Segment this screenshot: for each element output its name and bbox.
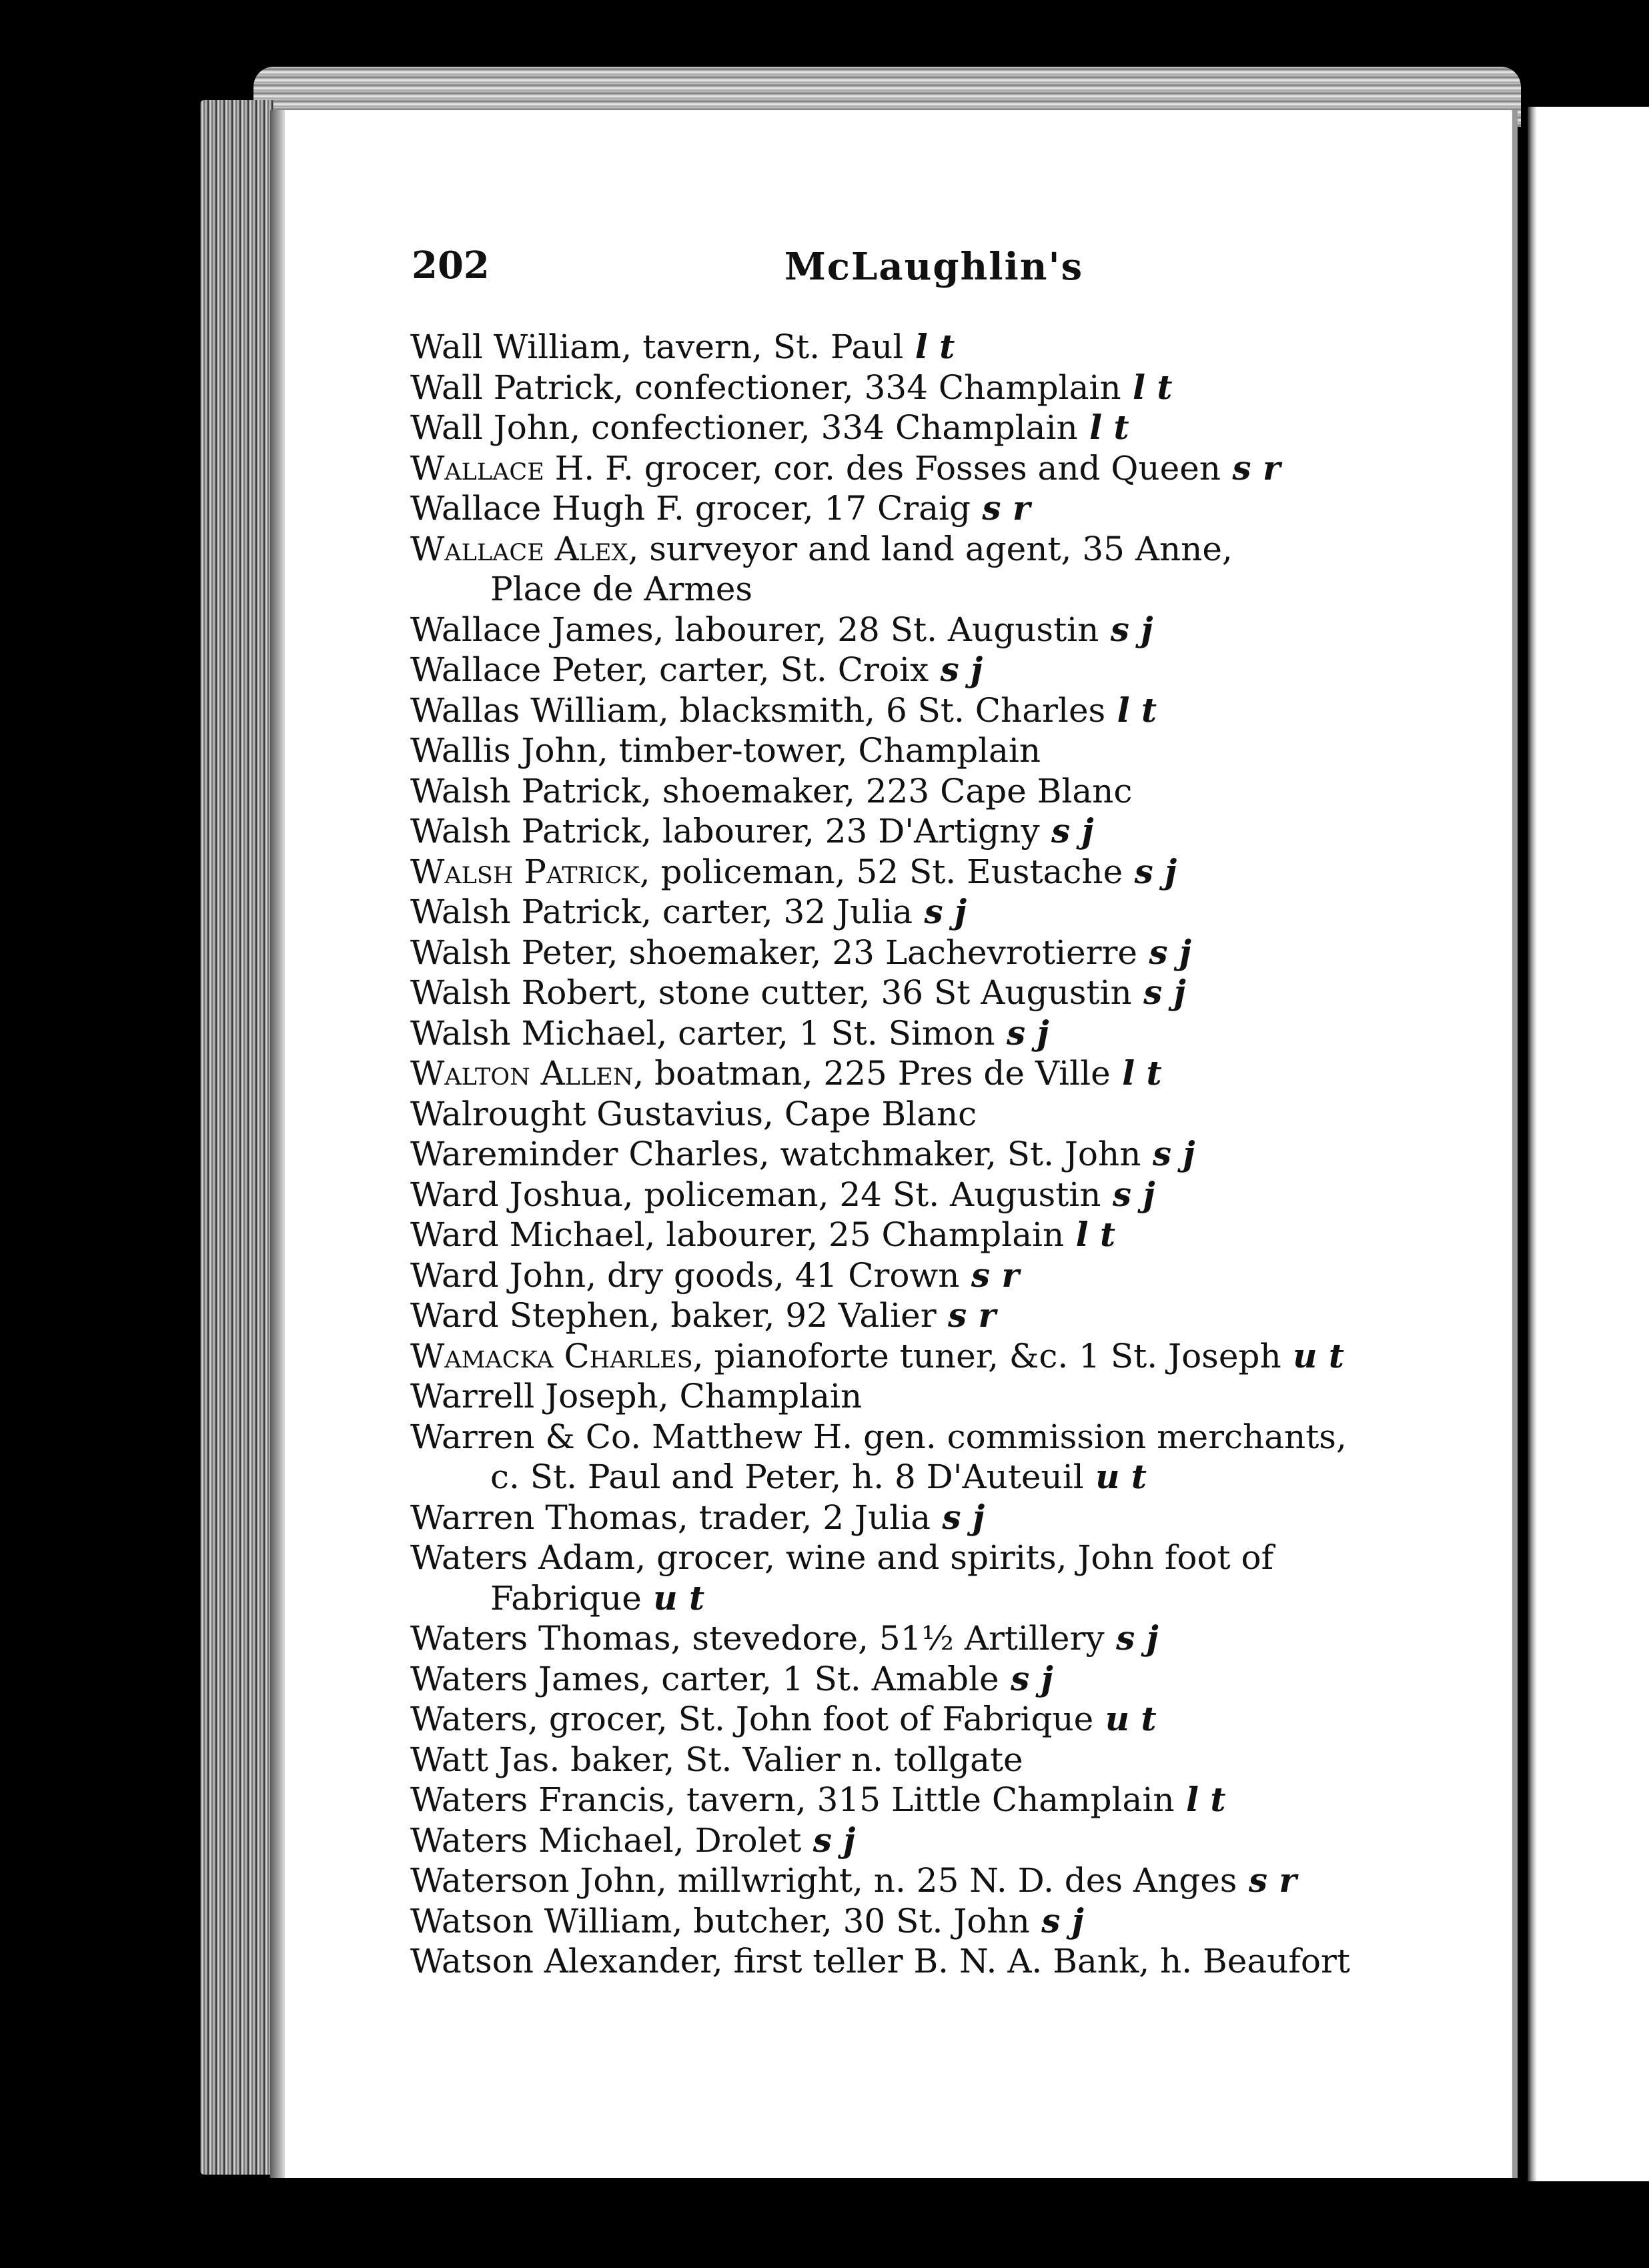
entry-text: Waters Michael, Drolet	[410, 1820, 802, 1860]
directory-entry	[410, 1901, 1618, 1942]
directory-entry	[410, 1053, 1618, 1094]
location-code: l t	[1105, 690, 1157, 730]
directory-entry	[410, 1740, 1618, 1780]
entry-line	[410, 530, 1233, 568]
directory-entry	[410, 327, 1618, 368]
location-code: l t	[1110, 1053, 1162, 1093]
entry-text: Walsh Robert, stone cutter, 36 St Augustin	[410, 973, 1132, 1012]
entry-text: Waters Thomas, stevedore, 51½ Artillery	[410, 1619, 1105, 1658]
entry-line	[410, 1780, 1225, 1819]
entry-line	[410, 449, 1280, 488]
directory-entry	[410, 610, 1618, 650]
entry-text: Watt Jas. baker, St. Valier n. tollgate	[410, 1740, 1023, 1779]
entry-text: surveyor and land agent, 35 Anne,	[638, 529, 1233, 568]
entry-text: grocer, cor. des Fosses and Queen	[633, 448, 1221, 488]
location-code: s j	[1131, 973, 1186, 1012]
entry-text: Wall John, confectioner, 334 Champlain	[410, 408, 1078, 447]
directory-entry	[410, 1295, 1618, 1336]
entry-line	[410, 1660, 1053, 1698]
location-code: u t	[1083, 1457, 1147, 1496]
entry-line	[410, 1095, 977, 1133]
location-code: s j	[1137, 932, 1192, 972]
entry-line	[410, 812, 1094, 851]
entry-text: Ward Stephen, baker, 92 Valier	[410, 1296, 937, 1335]
entry-text: Walsh Peter, shoemaker, 23 Lachevrotierre	[410, 933, 1137, 972]
entry-text: Walsh Michael, carter, 1 St. Simon	[410, 1013, 995, 1053]
location-code: s j	[995, 1013, 1049, 1053]
entry-text: boatman, 225 Pres de Ville	[644, 1054, 1111, 1093]
location-code: s j	[1029, 1900, 1084, 1940]
entry-text: Waters Francis, tavern, 315 Little Champlain	[410, 1780, 1175, 1819]
entry-name-smallcaps: Wamacka Charles,	[410, 1336, 704, 1375]
entry-line	[410, 933, 1191, 972]
entry-text: Waters James, carter, 1 St. Amable	[410, 1659, 999, 1698]
entry-text: Walsh Patrick, labourer, 23 D'Artigny	[410, 812, 1040, 851]
entry-text: Ward Michael, labourer, 25 Champlain	[410, 1215, 1065, 1254]
entry-text: Walsh Patrick, shoemaker, 223 Cape Blanc	[410, 771, 1133, 810]
entry-text: Wall Patrick, confectioner, 334 Champlain	[410, 368, 1121, 407]
entry-text: policeman, 52 St. Eustache	[650, 852, 1123, 891]
directory-entry	[410, 1538, 1471, 1618]
entry-text: Wall William, tavern, St. Paul	[410, 328, 904, 366]
directory-entry	[410, 1336, 1618, 1377]
entry-line	[410, 853, 1177, 891]
entry-line	[410, 1619, 1159, 1658]
directory-entry	[410, 1134, 1618, 1175]
location-code: u t	[1093, 1699, 1157, 1738]
entry-line	[410, 772, 1132, 810]
entry-text: Ward Joshua, policeman, 24 St. Augustin	[410, 1175, 1101, 1214]
entry-text: Warren & Co. Matthew H. gen. commission merchants,	[410, 1417, 1347, 1456]
entry-text: Watson William, butcher, 30 St. John	[410, 1901, 1030, 1940]
location-code: s j	[1123, 851, 1177, 891]
entry-line	[410, 1337, 1344, 1375]
entry-line	[410, 1861, 1297, 1900]
location-code: l t	[1064, 1215, 1116, 1254]
entry-line	[410, 731, 1041, 770]
location-code: s r	[959, 1255, 1019, 1295]
directory-entry	[410, 1094, 1618, 1135]
entry-text: Waters Adam, grocer, wine and spirits, John foot of	[410, 1538, 1274, 1577]
directory-entry	[410, 1417, 1471, 1498]
directory-entry	[410, 1215, 1618, 1255]
location-code: s j	[1039, 811, 1094, 851]
entry-text: Wallace Hugh F. grocer, 17 Craig	[410, 489, 971, 528]
directory-entry	[410, 690, 1618, 731]
entry-text: Wallace James, labourer, 28 St. Augustin	[410, 610, 1099, 649]
directory-entry	[410, 1659, 1618, 1700]
location-code: s r	[936, 1295, 996, 1335]
location-code: s j	[1141, 1134, 1195, 1173]
book-page-edges	[200, 100, 273, 2175]
location-code: l t	[1121, 367, 1173, 407]
directory-entry	[410, 811, 1618, 852]
entry-line	[410, 1538, 1273, 1577]
entry-line	[410, 1740, 1023, 1779]
entry-line	[410, 408, 1129, 447]
entry-line	[410, 368, 1173, 407]
entry-continuation	[410, 569, 1471, 610]
directory-entry	[410, 368, 1618, 408]
entry-line	[410, 893, 967, 931]
entry-name-smallcaps: Wallace H. F.	[410, 448, 634, 488]
entry-text: Waterson John, millwright, n. 25 N. D. des Anges	[410, 1861, 1237, 1900]
location-code: s j	[929, 650, 983, 689]
directory-entry	[410, 529, 1471, 610]
entry-name-smallcaps: Walsh Patrick,	[410, 852, 650, 891]
directory-entry	[410, 1175, 1618, 1215]
page-number: 202	[412, 243, 490, 288]
location-code: l t	[903, 327, 955, 366]
entry-line	[410, 1256, 1019, 1295]
directory-entry	[410, 730, 1618, 771]
directory-entry	[410, 852, 1618, 893]
entry-line	[410, 1296, 996, 1335]
location-code: s j	[999, 1658, 1053, 1698]
directory-entry	[410, 1820, 1618, 1861]
location-code: l t	[1077, 408, 1129, 447]
entry-text: Ward John, dry goods, 41 Crown	[410, 1255, 960, 1295]
directory-entry	[410, 488, 1618, 529]
entry-line	[410, 489, 1030, 528]
entry-text: Warrell Joseph, Champlain	[410, 1377, 863, 1415]
entry-text: Wareminder Charles, watchmaker, St. John	[410, 1135, 1141, 1173]
directory-entry	[410, 1860, 1618, 1901]
location-code: s j	[1101, 1174, 1155, 1214]
directory-entry	[410, 1699, 1618, 1740]
directory-entry	[410, 1941, 1618, 1982]
entry-line	[410, 1498, 985, 1537]
entry-text: Watson Alexander, first teller B. N. A. Bank, h. Beaufort	[410, 1942, 1350, 1980]
entry-line	[410, 1175, 1155, 1214]
directory-entry	[410, 1255, 1618, 1296]
directory-entry	[410, 408, 1618, 448]
entry-continuation-text: Place de Armes	[490, 570, 753, 608]
entry-line	[410, 1135, 1195, 1173]
entry-line	[410, 1902, 1084, 1940]
directory-entry	[410, 448, 1618, 489]
entry-line	[410, 1418, 1347, 1456]
location-code: s j	[1099, 609, 1153, 649]
directory-entry	[410, 771, 1618, 812]
entry-continuation-text: c. St. Paul and Peter, h. 8 D'Auteuil	[490, 1458, 1084, 1496]
directory-entry	[410, 1376, 1618, 1417]
directory-entries	[410, 327, 1618, 1982]
entry-name-smallcaps: Walton Allen,	[410, 1054, 644, 1093]
directory-entry	[410, 933, 1618, 973]
entry-text: Warren Thomas, trader, 2 Julia	[410, 1498, 931, 1537]
entry-continuation	[410, 1578, 1471, 1619]
entry-line	[410, 691, 1157, 730]
entry-text: Walsh Patrick, carter, 32 Julia	[410, 893, 913, 931]
entry-text: Walrought Gustavius, Cape Blanc	[410, 1094, 977, 1133]
entry-line	[410, 650, 983, 689]
entry-text: Wallas William, blacksmith, 6 St. Charles	[410, 690, 1106, 730]
entry-text: Wallace Peter, carter, St. Croix	[410, 650, 929, 689]
directory-entry	[410, 1618, 1618, 1659]
entry-line	[410, 1014, 1049, 1053]
directory-entry	[410, 892, 1618, 933]
directory-entry	[410, 1780, 1618, 1820]
entry-line	[410, 1821, 855, 1860]
location-code: s r	[1237, 1860, 1297, 1900]
document-page	[270, 110, 1518, 2178]
location-code: u t	[1281, 1335, 1344, 1375]
entry-text: Waters, grocer, St. John foot of Fabrique	[410, 1700, 1094, 1738]
location-code: s j	[913, 892, 967, 931]
location-code: s j	[931, 1497, 985, 1537]
entry-line	[410, 1377, 862, 1415]
entry-line	[410, 610, 1153, 649]
location-code: s r	[1221, 448, 1281, 488]
directory-entry	[410, 1013, 1618, 1054]
entry-continuation	[410, 1457, 1471, 1498]
entry-continuation-text: Fabrique	[490, 1578, 642, 1618]
location-code: s j	[1104, 1618, 1159, 1658]
entry-line	[410, 1215, 1115, 1254]
directory-entry	[410, 1498, 1618, 1538]
directory-entry	[410, 650, 1618, 690]
location-code: l t	[1174, 1780, 1226, 1819]
entry-line	[410, 1054, 1162, 1093]
location-code: s j	[801, 1820, 856, 1860]
directory-entry	[410, 973, 1618, 1013]
entry-line	[410, 1700, 1157, 1738]
location-code: u t	[641, 1578, 705, 1618]
location-code: s r	[971, 488, 1031, 528]
entry-line	[410, 973, 1186, 1012]
entry-line	[410, 328, 955, 366]
entry-text: Wallis John, timber-tower, Champlain	[410, 731, 1041, 770]
running-head: McLaughlin's	[784, 245, 1084, 289]
entry-line	[410, 1942, 1350, 1980]
entry-text: pianoforte tuner, &c. 1 St. Joseph	[703, 1336, 1281, 1375]
entry-name-smallcaps: Wallace Alex,	[410, 529, 639, 568]
